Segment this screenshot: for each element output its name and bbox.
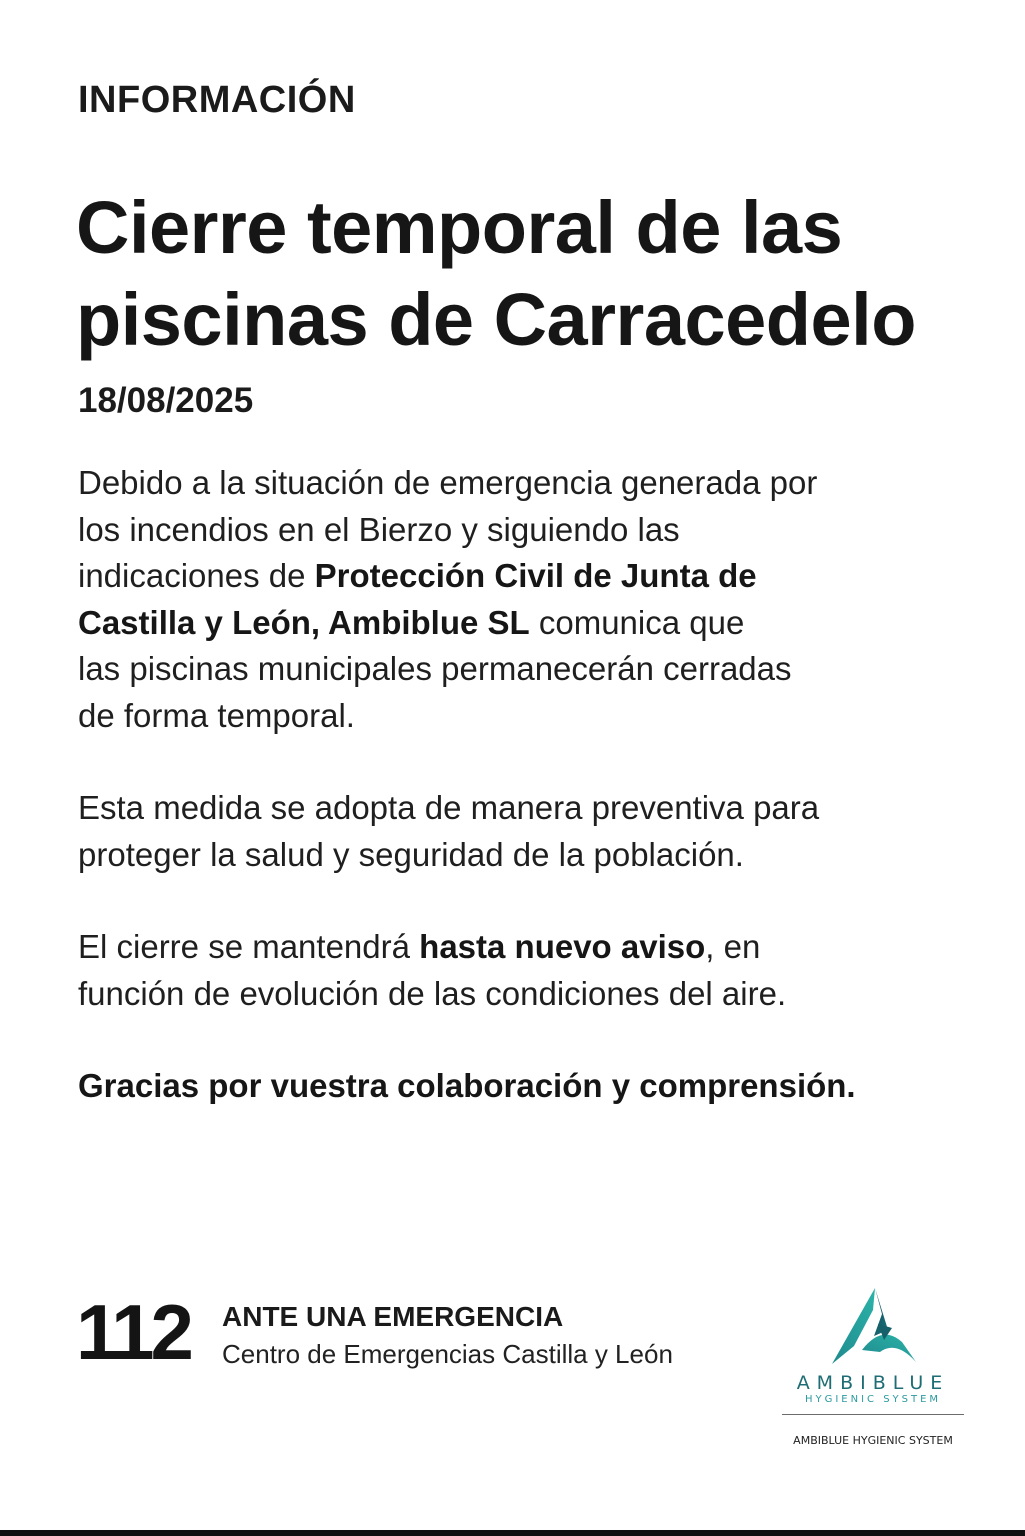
text-line: las piscinas municipales permanecerán cerradas [78,650,792,687]
ambiblue-logo-mark-icon [818,1284,928,1374]
text-line [78,924,978,971]
paragraph-spacer [78,878,978,924]
logo-wordmark: AMBIBLUE [796,1372,950,1394]
text-line: de forma temporal. [78,696,355,734]
text-line: Esta medida se adopta de manera preventiva para [78,789,820,826]
text-line [78,553,978,600]
bold-text: Gracias por vuestra colaboración y comprensión. [78,1067,856,1104]
logo-divider [782,1414,964,1415]
paragraph-closure-notice [78,460,978,739]
title-line: Cierre temporal de las [76,186,843,269]
paragraph-duration [78,924,978,1017]
ambiblue-logo [780,1284,966,1454]
publication-date: 18/08/2025 [78,381,254,420]
logo-tagline: HYGIENIC SYSTEM [804,1394,942,1405]
text-line: los incendios en el Bierzo y siguiendo las [78,510,680,548]
text-run: indicaciones de [78,557,315,594]
page-title [76,182,1016,366]
bold-text: hasta nuevo aviso [419,928,706,965]
text-line: función de evolución de las condiciones del aire. [78,974,787,1012]
emergency-number: 112 [76,1288,190,1376]
text-run: comunica que [529,603,745,641]
logo-caption: AMBIBLUE HYGIENIC SYSTEM [793,1434,953,1447]
section-label: INFORMACIÓN [78,79,356,121]
text-line: proteger la salud y seguridad de la población. [78,835,744,873]
text-run: El cierre se mantendrá [78,928,420,965]
text-line [78,600,978,647]
paragraph-spacer [78,1017,978,1063]
paragraph-spacer [78,739,978,785]
text-line: Debido a la situación de emergencia generada por [78,464,818,501]
bottom-border [0,1530,1025,1536]
paragraph-preventive-measure [78,785,978,878]
title-line: piscinas de Carracedelo [76,278,916,361]
bold-text: Castilla y León, Ambiblue SL [78,603,530,641]
announcement-body [78,460,978,1110]
paragraph-thanks [78,1063,978,1110]
emergency-subtitle: Centro de Emergencias Castilla y León [222,1339,673,1369]
emergency-title: ANTE UNA EMERGENCIA [222,1301,564,1332]
bold-text: Protección Civil de Junta de [314,557,757,594]
text-run: , en [705,928,761,965]
